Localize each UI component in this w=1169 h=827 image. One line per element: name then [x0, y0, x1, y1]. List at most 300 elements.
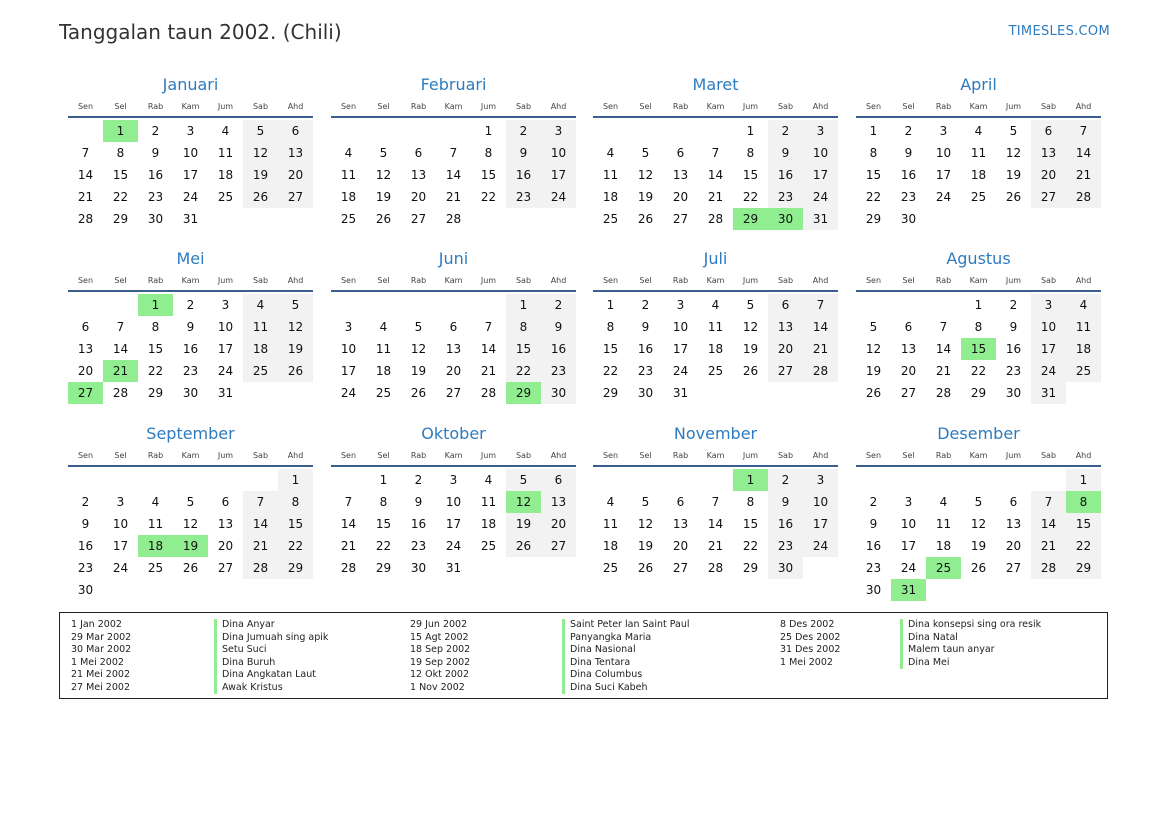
day-cell: 27	[278, 186, 313, 208]
weekday-label: Jum	[480, 102, 497, 111]
day-cell: 27	[768, 360, 803, 382]
day-cell: 23	[182, 364, 199, 378]
day-cell: 28	[480, 386, 497, 400]
month-title: Oktober	[421, 424, 486, 443]
day-grid	[593, 469, 838, 601]
weekday-label: Ahd	[550, 451, 567, 460]
weekday-label: Kam	[706, 451, 725, 460]
weekday-label: Ahd	[1075, 276, 1092, 285]
weekday-label: Jum	[742, 276, 759, 285]
day-cell: 31	[217, 386, 234, 400]
day-cell: 8	[151, 320, 160, 334]
weekday-label: Jum	[742, 451, 759, 460]
day-cell: 23	[506, 186, 541, 208]
day-cell: 13	[672, 517, 689, 531]
day-cell: 6	[449, 320, 458, 334]
day-cell: 3	[676, 298, 685, 312]
month-title: Desember	[937, 424, 1020, 443]
weekday-label: Sen	[602, 276, 619, 285]
holiday-day-cell: 1	[733, 469, 768, 491]
month-oktober	[331, 423, 576, 601]
day-cell: 11	[970, 146, 987, 160]
weekday-label: Jum	[1005, 276, 1022, 285]
day-cell: 12	[970, 517, 987, 531]
day-cell: 1	[974, 298, 983, 312]
day-cell: 3	[803, 469, 838, 491]
day-cell: 21	[1066, 164, 1101, 186]
day-cell: 10	[217, 320, 234, 334]
day-cell: 12	[375, 168, 392, 182]
weekday-label: Rab	[410, 451, 427, 460]
day-cell: 23	[900, 190, 917, 204]
day-cell: 17	[1031, 338, 1066, 360]
day-cell: 19	[637, 190, 654, 204]
day-cell: 21	[707, 539, 724, 553]
day-cell: 24	[182, 190, 199, 204]
day-cell: 2	[1009, 298, 1018, 312]
day-cell: 28	[77, 212, 94, 226]
month-mei	[68, 248, 313, 426]
day-cell: 6	[1009, 495, 1018, 509]
day-cell: 17	[217, 342, 234, 356]
day-cell: 12	[742, 320, 759, 334]
day-cell: 24	[112, 561, 129, 575]
day-cell: 27	[672, 561, 689, 575]
day-cell: 13	[77, 342, 94, 356]
day-cell: 4	[974, 124, 983, 138]
day-cell: 15	[1066, 513, 1101, 535]
day-cell: 6	[278, 120, 313, 142]
day-cell: 2	[541, 294, 576, 316]
weekday-label: Kam	[969, 451, 988, 460]
legend-holiday-name: Dina Jumuah sing apik	[214, 632, 328, 645]
weekday-label: Ahd	[287, 102, 304, 111]
month-title: Maret	[692, 75, 739, 94]
day-cell: 22	[112, 190, 129, 204]
holiday-day-cell: 29	[733, 208, 768, 230]
day-cell: 9	[768, 142, 803, 164]
day-cell: 28	[340, 561, 357, 575]
day-cell: 16	[900, 168, 917, 182]
legend-date: 31 Des 2002	[780, 644, 841, 655]
weekday-label: Sel	[114, 276, 127, 285]
day-grid	[331, 294, 576, 426]
day-cell: 3	[116, 495, 125, 509]
day-cell: 16	[506, 164, 541, 186]
day-cell: 1	[506, 294, 541, 316]
day-cell: 22	[375, 539, 392, 553]
day-cell: 27	[1031, 186, 1066, 208]
day-cell: 13	[1031, 142, 1066, 164]
holiday-day-cell: 29	[506, 382, 541, 404]
day-cell: 3	[939, 124, 948, 138]
header-rule	[593, 290, 838, 292]
day-cell: 4	[711, 298, 720, 312]
month-april	[856, 74, 1101, 252]
weekday-label: Rab	[410, 276, 427, 285]
day-cell: 10	[803, 491, 838, 513]
day-cell: 31	[182, 212, 199, 226]
day-cell: 16	[637, 342, 654, 356]
weekday-label: Sel	[114, 102, 127, 111]
day-cell: 5	[186, 495, 195, 509]
day-cell: 6	[81, 320, 90, 334]
legend-date: 29 Mar 2002	[71, 631, 132, 643]
month-title: September	[146, 424, 235, 443]
weekday-header	[331, 98, 576, 116]
day-cell: 14	[1066, 142, 1101, 164]
day-cell: 21	[1031, 535, 1066, 557]
day-cell: 22	[970, 364, 987, 378]
weekday-label: Ahd	[550, 276, 567, 285]
day-cell: 12	[637, 517, 654, 531]
day-grid	[68, 469, 313, 601]
day-cell: 3	[1031, 294, 1066, 316]
weekday-label: Sab	[1040, 451, 1057, 460]
day-cell: 24	[1031, 360, 1066, 382]
legend-holiday-name: Dina konsepsi sing ora resik	[900, 619, 1041, 632]
day-grid	[593, 294, 838, 426]
legend-holiday-name: Dina Anyar	[214, 619, 328, 632]
day-cell: 13	[1005, 517, 1022, 531]
day-cell: 15	[742, 517, 759, 531]
day-cell: 20	[410, 190, 427, 204]
day-cell: 13	[410, 168, 427, 182]
day-cell: 17	[182, 168, 199, 182]
weekday-label: Sel	[639, 102, 652, 111]
day-cell: 26	[637, 561, 654, 575]
day-cell: 21	[803, 338, 838, 360]
header-rule	[593, 116, 838, 118]
day-cell: 17	[112, 539, 129, 553]
day-cell: 10	[182, 146, 199, 160]
day-cell: 25	[602, 561, 619, 575]
day-cell: 24	[217, 364, 234, 378]
day-cell: 10	[803, 142, 838, 164]
day-cell: 19	[278, 338, 313, 360]
day-cell: 23	[865, 561, 882, 575]
weekday-label: Kam	[181, 276, 200, 285]
day-cell: 10	[112, 517, 129, 531]
month-title: Mei	[176, 249, 205, 268]
legend-date: 27 Mei 2002	[71, 681, 130, 693]
day-cell: 20	[900, 364, 917, 378]
weekday-label: Jum	[480, 276, 497, 285]
weekday-header	[593, 98, 838, 116]
day-cell: 7	[449, 146, 458, 160]
weekday-label: Kam	[444, 102, 463, 111]
day-cell: 28	[243, 557, 278, 579]
day-cell: 27	[217, 561, 234, 575]
month-desember	[856, 423, 1101, 601]
day-cell: 19	[506, 513, 541, 535]
day-cell: 9	[151, 146, 160, 160]
day-cell: 7	[803, 294, 838, 316]
legend-date: 15 Agt 2002	[410, 631, 469, 643]
legend-date: 1 Jan 2002	[71, 619, 122, 630]
day-cell: 8	[116, 146, 125, 160]
legend-date: 12 Okt 2002	[410, 669, 470, 680]
day-cell: 1	[746, 124, 755, 138]
day-cell: 29	[375, 561, 392, 575]
weekday-header	[856, 272, 1101, 290]
day-cell: 4	[484, 473, 493, 487]
day-cell: 19	[742, 342, 759, 356]
day-cell: 22	[602, 364, 619, 378]
weekday-label: Sen	[77, 102, 94, 111]
header-rule	[331, 290, 576, 292]
day-cell: 25	[340, 212, 357, 226]
day-cell: 5	[641, 495, 650, 509]
weekday-label: Sel	[902, 451, 915, 460]
weekday-label: Rab	[935, 102, 952, 111]
day-cell: 2	[768, 120, 803, 142]
day-cell: 20	[1005, 539, 1022, 553]
day-cell: 5	[379, 146, 388, 160]
day-cell: 10	[900, 517, 917, 531]
month-title: November	[673, 424, 758, 443]
day-cell: 26	[506, 535, 541, 557]
weekday-label: Jum	[217, 276, 234, 285]
day-cell: 21	[340, 539, 357, 553]
legend-date: 1 Mei 2002	[71, 656, 124, 668]
day-cell: 21	[243, 535, 278, 557]
day-cell: 24	[935, 190, 952, 204]
weekday-label: Sab	[1040, 276, 1057, 285]
holiday-day-cell: 8	[1066, 491, 1101, 513]
weekday-label: Ahd	[812, 102, 829, 111]
legend-date: 19 Sep 2002	[410, 656, 471, 668]
day-cell: 5	[746, 298, 755, 312]
legend-holiday-name: Malem taun anyar	[900, 644, 1041, 657]
day-cell: 18	[602, 539, 619, 553]
day-cell: 20	[278, 164, 313, 186]
weekday-label: Sab	[1040, 102, 1057, 111]
day-cell: 3	[221, 298, 230, 312]
day-cell: 11	[707, 320, 724, 334]
weekday-label: Sel	[377, 276, 390, 285]
weekday-label: Kam	[706, 102, 725, 111]
day-cell: 21	[77, 190, 94, 204]
month-maret	[593, 74, 838, 252]
month-title: April	[960, 75, 997, 94]
weekday-label: Sab	[777, 451, 794, 460]
holiday-day-cell: 27	[68, 382, 103, 404]
legend-holiday-name: Dina Mei	[900, 657, 1041, 670]
day-cell: 29	[970, 386, 987, 400]
day-cell: 17	[935, 168, 952, 182]
day-cell: 28	[1066, 186, 1101, 208]
day-cell: 17	[541, 164, 576, 186]
day-cell: 5	[641, 146, 650, 160]
holiday-day-cell: 15	[961, 338, 996, 360]
day-cell: 11	[935, 517, 952, 531]
day-cell: 14	[77, 168, 94, 182]
day-cell: 21	[445, 190, 462, 204]
day-cell: 14	[935, 342, 952, 356]
day-cell: 4	[939, 495, 948, 509]
day-cell: 2	[641, 298, 650, 312]
day-cell: 17	[445, 517, 462, 531]
day-cell: 29	[742, 561, 759, 575]
weekday-header	[856, 98, 1101, 116]
weekday-label: Sen	[77, 276, 94, 285]
day-cell: 9	[869, 517, 878, 531]
month-title: Agustus	[946, 249, 1011, 268]
site-link[interactable]: TIMESLES.COM	[1008, 24, 1110, 39]
weekday-label: Sab	[777, 276, 794, 285]
day-cell: 3	[803, 120, 838, 142]
day-cell: 28	[707, 561, 724, 575]
day-cell: 8	[606, 320, 615, 334]
day-cell: 11	[340, 168, 357, 182]
legend-holiday-name: Dina Nasional	[562, 644, 690, 657]
day-cell: 16	[1005, 342, 1022, 356]
legend-date: 18 Sep 2002	[410, 644, 471, 655]
day-cell: 29	[1066, 557, 1101, 579]
day-cell: 14	[707, 168, 724, 182]
day-cell: 2	[768, 469, 803, 491]
day-cell: 20	[217, 539, 234, 553]
page-title: Tanggalan taun 2002. (Chili)	[59, 20, 342, 44]
day-cell: 14	[112, 342, 129, 356]
day-cell: 12	[865, 342, 882, 356]
weekday-label: Jum	[217, 451, 234, 460]
day-cell: 20	[77, 364, 94, 378]
day-cell: 26	[970, 561, 987, 575]
day-cell: 17	[900, 539, 917, 553]
weekday-label: Sab	[515, 451, 532, 460]
day-cell: 12	[243, 142, 278, 164]
day-cell: 3	[344, 320, 353, 334]
day-cell: 13	[445, 342, 462, 356]
day-cell: 7	[243, 491, 278, 513]
weekday-label: Rab	[147, 102, 164, 111]
day-cell: 17	[672, 342, 689, 356]
day-cell: 24	[541, 186, 576, 208]
month-februari	[331, 74, 576, 252]
day-cell: 5	[278, 294, 313, 316]
holiday-day-cell: 18	[138, 535, 173, 557]
weekday-label: Sel	[639, 276, 652, 285]
header-rule	[856, 116, 1101, 118]
legend-holiday-name: Panyangka Maria	[562, 632, 690, 645]
day-cell: 28	[112, 386, 129, 400]
day-cell: 11	[217, 146, 234, 160]
day-cell: 14	[480, 342, 497, 356]
day-cell: 25	[602, 212, 619, 226]
day-cell: 30	[182, 386, 199, 400]
day-cell: 30	[410, 561, 427, 575]
day-cell: 24	[340, 386, 357, 400]
day-cell: 15	[865, 168, 882, 182]
day-cell: 4	[606, 146, 615, 160]
weekday-label: Sab	[252, 102, 269, 111]
header-rule	[331, 465, 576, 467]
weekday-label: Sel	[377, 102, 390, 111]
day-cell: 11	[243, 316, 278, 338]
month-title: Juli	[703, 249, 728, 268]
day-cell: 22	[506, 360, 541, 382]
day-cell: 19	[243, 164, 278, 186]
weekday-label: Sen	[340, 276, 357, 285]
day-cell: 2	[414, 473, 423, 487]
weekday-label: Kam	[969, 276, 988, 285]
day-cell: 13	[768, 316, 803, 338]
holiday-day-cell: 1	[103, 120, 138, 142]
weekday-label: Ahd	[1075, 102, 1092, 111]
day-cell: 31	[445, 561, 462, 575]
day-cell: 3	[449, 473, 458, 487]
day-grid	[68, 120, 313, 252]
day-cell: 11	[1066, 316, 1101, 338]
day-cell: 23	[768, 186, 803, 208]
day-cell: 25	[1066, 360, 1101, 382]
day-cell: 16	[768, 513, 803, 535]
day-cell: 28	[935, 386, 952, 400]
day-cell: 2	[81, 495, 90, 509]
day-cell: 9	[768, 491, 803, 513]
day-cell: 1	[869, 124, 878, 138]
weekday-label: Sen	[602, 451, 619, 460]
day-cell: 26	[865, 386, 882, 400]
day-cell: 19	[410, 364, 427, 378]
weekday-label: Sel	[902, 102, 915, 111]
legend-holiday-name: Awak Kristus	[214, 682, 328, 695]
day-grid	[856, 469, 1101, 601]
weekday-label: Sen	[865, 451, 882, 460]
day-cell: 20	[1031, 164, 1066, 186]
day-grid	[856, 120, 1101, 252]
day-cell: 2	[151, 124, 160, 138]
day-cell: 12	[182, 517, 199, 531]
day-cell: 17	[340, 364, 357, 378]
weekday-label: Sen	[602, 102, 619, 111]
legend-date: 29 Jun 2002	[410, 619, 468, 630]
day-cell: 17	[803, 164, 838, 186]
day-cell: 29	[112, 212, 129, 226]
day-cell: 15	[278, 513, 313, 535]
day-cell: 18	[243, 338, 278, 360]
day-cell: 8	[746, 146, 755, 160]
day-cell: 18	[375, 364, 392, 378]
day-cell: 4	[1066, 294, 1101, 316]
day-cell: 15	[742, 168, 759, 182]
weekday-label: Rab	[147, 451, 164, 460]
weekday-header	[593, 447, 838, 465]
day-cell: 13	[541, 491, 576, 513]
day-cell: 16	[410, 517, 427, 531]
weekday-header	[68, 272, 313, 290]
day-cell: 5	[1009, 124, 1018, 138]
weekday-label: Kam	[706, 276, 725, 285]
day-cell: 30	[637, 386, 654, 400]
day-cell: 15	[147, 342, 164, 356]
day-cell: 7	[711, 495, 720, 509]
day-cell: 27	[410, 212, 427, 226]
weekday-label: Rab	[672, 451, 689, 460]
day-cell: 18	[217, 168, 234, 182]
day-cell: 7	[939, 320, 948, 334]
day-cell: 18	[970, 168, 987, 182]
weekday-label: Sel	[377, 451, 390, 460]
header-rule	[68, 116, 313, 118]
day-cell: 15	[602, 342, 619, 356]
day-cell: 22	[742, 190, 759, 204]
day-cell: 1	[278, 469, 313, 491]
day-cell: 24	[803, 186, 838, 208]
day-cell: 23	[541, 360, 576, 382]
